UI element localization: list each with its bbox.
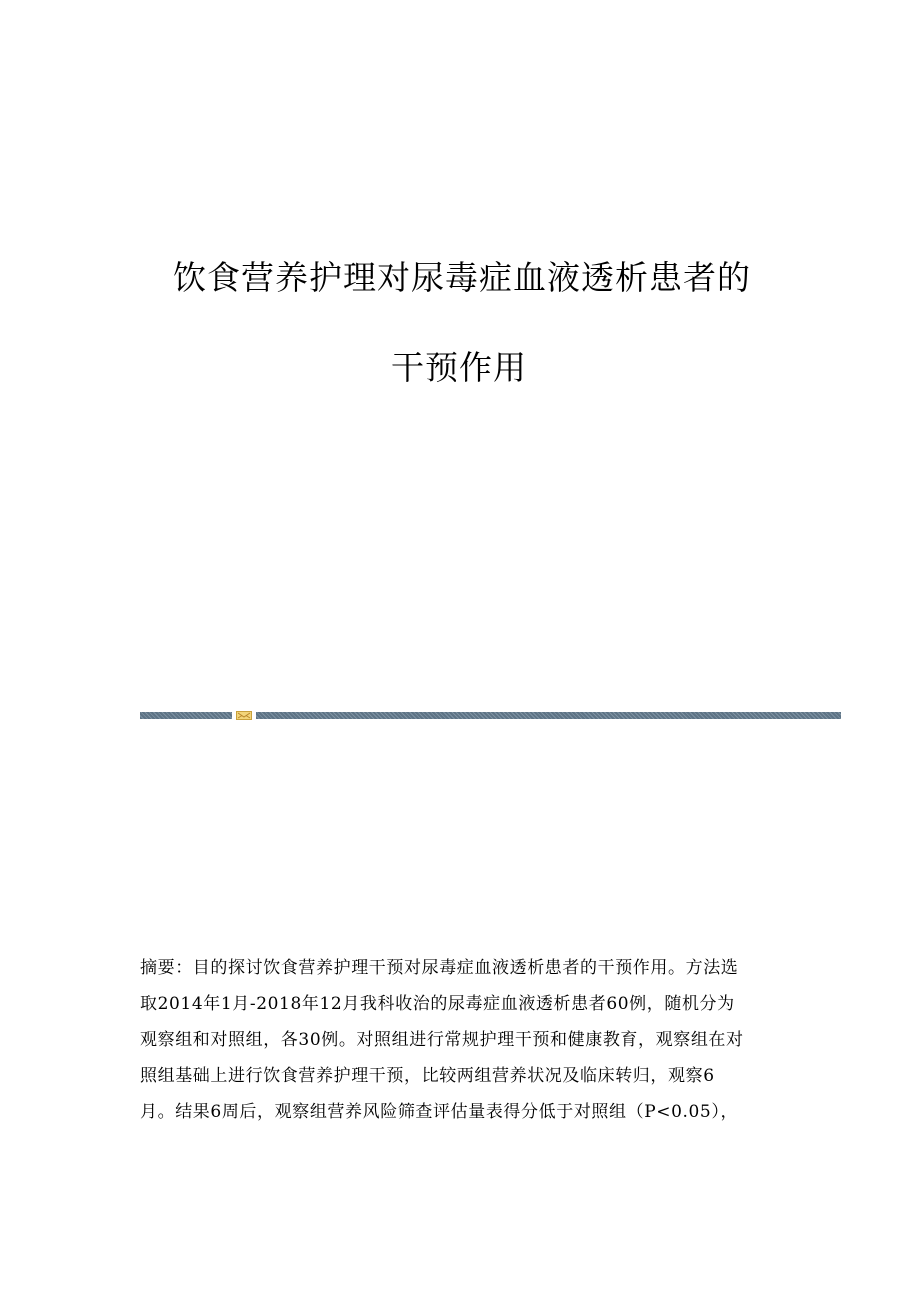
title-line-2: 干预作用 [391,348,527,387]
abstract-line: 取2014年1月-2018年12月我科收治的尿毒症血液透析患者60例，随机分为 [140,994,735,1014]
decorative-divider [140,711,841,720]
document-title [0,258,920,388]
divider-bar-left [140,712,232,719]
abstract-line: 观察组和对照组，各30例。对照组进行常规护理干预和健康教育，观察组在对 [140,1030,744,1050]
abstract [140,950,800,1130]
divider-ornament-icon [236,711,252,720]
title-line-1: 饮食营养护理对尿毒症血液透析患者的 [173,258,751,297]
divider-bar-right [256,712,841,719]
abstract-line: 摘要：目的探讨饮食营养护理干预对尿毒症血液透析患者的干预作用。方法选 [140,958,739,978]
abstract-line: 月。结果6周后，观察组营养风险筛查评估量表得分低于对照组（P<0.05）， [140,1102,739,1122]
abstract-line: 照组基础上进行饮食营养护理干预，比较两组营养状况及临床转归，观察6 [140,1066,715,1086]
